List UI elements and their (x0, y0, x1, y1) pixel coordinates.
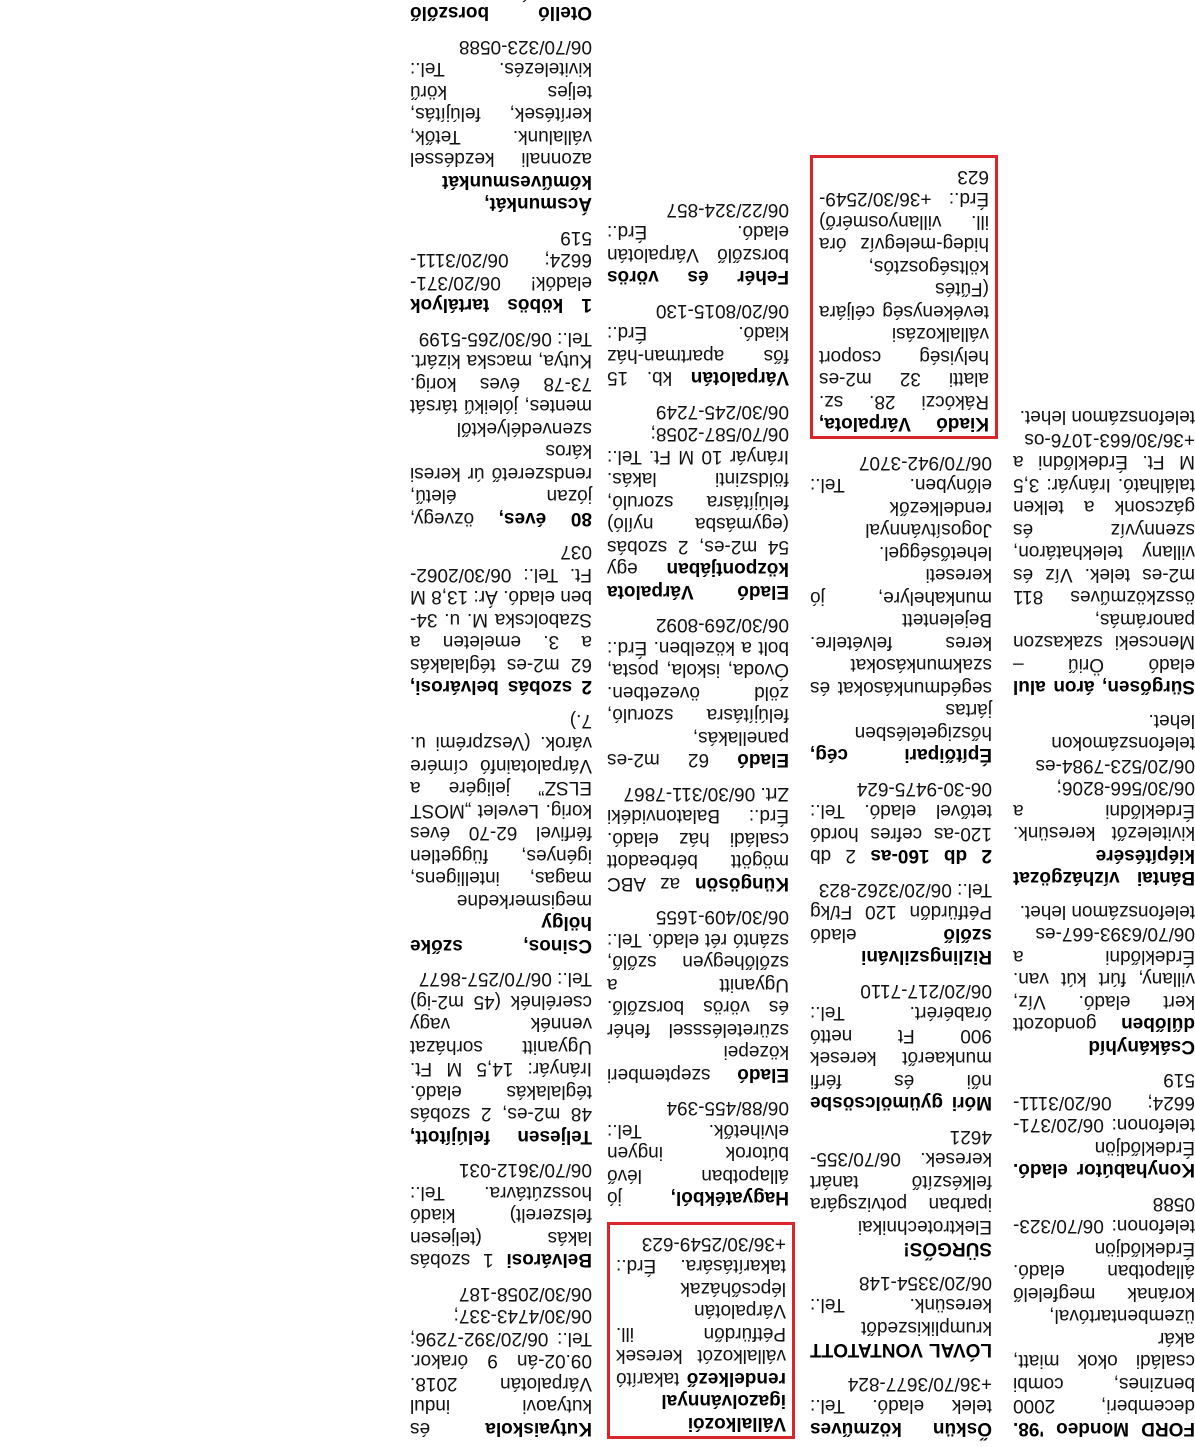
classified-ad (1013, 1068, 1195, 1181)
classified-ad (410, 327, 592, 530)
ad-heading: Küngösön (695, 873, 789, 894)
ad-heading: SÜRGŐS! (903, 1238, 992, 1260)
ad-body: 2 db 120-as cefres hordó tetővel eladó. Tel.: 06-30-9475-624 (809, 778, 992, 867)
ad-heading: Eladó (737, 1064, 789, 1085)
ad-body: eladók! 06/20/371-6624; 06/20/3111-519 (410, 227, 592, 293)
ad-body: özvegy, józan életű, rendszerető úr keresi káros szenvedélyektől mentes, jóleikű társát 73-78 éves korig. Kutya, macska kizárt. Tel.: 06/30/265-5199 (410, 328, 592, 529)
ad-body: női és férfi munkaerőt keresek 900 Ft nettó órabérért. Tel.: 06/20/217-7110 (810, 980, 992, 1091)
classified-ad (810, 979, 992, 1114)
ad-heading: Vállalkozói igazolvánnyal rendelkező (661, 1368, 786, 1434)
classified-ad (410, 967, 592, 1147)
ad-heading: 2 szobás belvárosi, (410, 676, 592, 698)
classified-ad (607, 613, 789, 771)
ad-heading: 1 köbös tartályok (410, 294, 592, 316)
classified-ad (410, 226, 592, 316)
ad-body: és kutyaovi indul Várpalotán 2018. 09.02-án 9 órakor. Tel.: 06/20/392-7296; 06/30/4743-337; 06/30/2058-187 (410, 1283, 592, 1439)
ad-body: 48 m2-es, 2 szobás téglalakás eladó. Irányár: 14,5 M Ft. Ugyanitt sorházat vennék vagy cserélnék (45 m2-ig) Tel.: 06/70/257-8677 (410, 968, 592, 1125)
ads-column-2 (607, 187, 789, 1440)
classified-ad (410, 1158, 592, 1271)
ad-body: szeptemberi közepei szüretelésssel fehér és vörös borszőlő. Ugyanitt a szőlőhegyen szőlő, szántó rét eladó. Tel.: 06/30/409-1655 (607, 906, 789, 1085)
classified-ad (607, 198, 789, 288)
ad-heading: Kiadó Várpalota, (819, 413, 989, 435)
classified-ad (607, 905, 789, 1085)
classified-ad (607, 1096, 789, 1209)
ad-body: jó állapotban lévő bútorok ingyen elvihetők. Tel.: 06/88/455-394 (607, 1097, 789, 1209)
ads-column-3 (810, 142, 992, 1440)
classified-ad (1013, 405, 1195, 698)
classified-ad (1013, 1192, 1195, 1440)
classified-ad (810, 451, 992, 766)
ad-body: gondozott kert eladó. Víz, villany, fúrt kút van. Érdeklődni a 06/70/6393-667-es telefonszámon lehet. (1013, 901, 1195, 1035)
classified-ad (810, 1125, 992, 1260)
classified-ad (410, 0, 592, 24)
classified-ad (410, 1282, 592, 1440)
ad-body: 62 m2-es panellakás, felújításra szoruló, zöld övezetben. Óvoda, iskola, posta, bolt a közelben. Érd.: 06/30/269-8092 (607, 614, 789, 771)
classified-ad (410, 540, 592, 698)
ad-heading: Csinos, szőke hölgy (410, 912, 592, 956)
ad-body: Elektrotechnikai iparban potvizsgára felkészítő tanárt keresek. 06/70/355-4621 (810, 1126, 992, 1237)
ad-heading: FORD Mondeo '98. (1013, 1418, 1195, 1439)
ad-heading: Építőipari cég, (810, 744, 992, 766)
ad-body: egy 54 m2-es, 2 szobás (egymásba nyíló) felújításra szoruló, földszinti lakás. Irányár 10 M Ft. Tel.: 06/70/587-2058; 06/30/245-7249 (607, 401, 789, 580)
ad-heading: Bántai vízházgözat kiépítésére (1013, 845, 1195, 889)
ad-heading: 2 db 160-as (870, 845, 992, 867)
ad-body: kivitelezőt keresünk. Érdeklődni a 06/30/566-8206; 06/20/523-7984-es telefonszámokon lehet. (1013, 710, 1195, 844)
ad-heading: Őskün közműves (810, 1418, 992, 1439)
ad-heading: Konyhabútor eladó. (1013, 1159, 1195, 1181)
ad-body: az ABC mögött bérbeadott családi ház eladó. Érd.: Balatonvidéki Zrt. 06/30/311-7867 (607, 783, 789, 894)
classified-ad (810, 777, 992, 867)
ad-body: telek eladó. Tel.: +36/70/3677-824 (810, 1373, 992, 1417)
ads-column-4 (1013, 394, 1195, 1439)
classified-ad (410, 709, 592, 957)
ad-body: megismerkedne magas, intelligens, igényes, független férfivel 62-70 éves korig. Levelet „MOST ELSZ” jeligére a Várpalotainfó címére várok. (Veszprémi u. 7.) (410, 710, 592, 911)
ad-heading: Móri gyümölcsösbe (810, 1092, 992, 1114)
ad-heading: Eladó (737, 749, 789, 771)
ad-body: Rákóczi 28. sz. alatti 32 m2-es helyiség csoport vállalkozási tevékenység céljára (Fűtés költségosztós, hideg-melegvíz óra ill. villanyosmérő) Érd.: +36/30/2549-623 (819, 166, 989, 412)
ad-heading: Eladó Várpalota központjában (607, 558, 789, 602)
ad-heading: LÓVAL VONTATOTT (810, 1339, 992, 1361)
boxed-ad (810, 156, 998, 440)
ad-body: decemberi, 2000 benzines, combi családi okok miatt, akár üzembentartóval, korának megfelelő állapotban eladó. Érdeklődjön telefonon: 06/70/323-0588 (1013, 1193, 1195, 1417)
ad-heading: Otelló borszőlő (410, 2, 592, 24)
ad-heading: Ácsmunkát, kőművesmunkát (442, 171, 592, 215)
ad-body: Érdeklődjön telefonon: 06/20/371-6624; 06/20/3111-519 (1013, 1069, 1195, 1158)
ad-heading: Belvárosi (506, 1249, 592, 1271)
ad-body: 62 m2-es téglalakás a 3. emeleten a Szabolcska M. u. 34-ben eladó. Ár: 13,8 M Ft. Tel.: 06/30/2062-037 (410, 541, 592, 675)
ad-body: eladó Öriű – Mencseki szakaszon panorámás, összközműves 811 m2-es telek. Víz és villany telekhatáron, szennyvíz és gázcsonk a telken található. Irányár: 3,5 M Ft. Érdeklődni a +36/30/663-1076-os telefonszámon lehet. (1013, 406, 1195, 675)
ad-body: borszőlő Várpalotán eladó. Érd.: 06/22/324-857 (607, 199, 789, 265)
ad-heading: Csákányhíd dűlőben (1088, 1013, 1195, 1057)
ad-body: kb. 15 fős apartman-ház kiadó. Érd.: 06/20/8015-130 (607, 300, 789, 389)
ad-heading: 80 éves, (498, 508, 592, 529)
classified-ad (607, 782, 789, 895)
classified-ad (410, 35, 592, 215)
classified-ad (810, 1271, 992, 1361)
ad-body: azonnali kezdéssel vállalunk. Tetők, kerítések, felújítás, teljes körű kivitelezés. Tel.: 06/70/323-0588 (410, 36, 592, 170)
ad-heading: Rizlingszilváni szőlő (861, 924, 992, 968)
ad-heading: Hagyatékból, (670, 1187, 789, 1209)
ad-body: krumplikiszedőt keresünk. Tel.: 06/20/3354-148 (810, 1272, 992, 1338)
ad-body: takarító vállalkozót keresek Pétfürdőn ill. Várpalotán lépcsőházak takarítására. Érd.: +36/30/2549-623 (616, 1233, 786, 1389)
ad-heading: Fehér és vörös (607, 266, 789, 288)
classified-ad (607, 400, 789, 603)
ad-heading: Kutyaiskola (485, 1418, 592, 1439)
classified-ad (607, 299, 789, 389)
ads-column-1 (410, 0, 592, 1439)
classified-ad (1013, 900, 1195, 1058)
ad-heading: Sürgősen, áron alul (1013, 676, 1195, 698)
classified-ad (810, 878, 992, 968)
ad-body: eladó Pétfürdőn 120 Ft/kg Tel.: 06/20/3262-823 (810, 879, 992, 945)
ad-body: 1 szobás lakás (teljesen felszerelt) kiadó hosszútávra. Tel.: 06/70/3612-031 (410, 1159, 592, 1271)
ad-heading: Teljesen felújított, (410, 1126, 592, 1147)
classified-ad (810, 1372, 992, 1440)
classified-ad (1013, 709, 1195, 889)
ad-body: hőszigetelésben jártas segédmunkásokat és szakmunkásokat keres felvételre. Bejelentett munkahelyre, jó kereseti lehetőséggel. Jogosítvánnyal rendelkezők előnyben. Tel.: 06/70/942-3707 (810, 452, 992, 743)
boxed-ad (607, 1223, 795, 1440)
ad-heading: Várpalotán (690, 367, 789, 389)
